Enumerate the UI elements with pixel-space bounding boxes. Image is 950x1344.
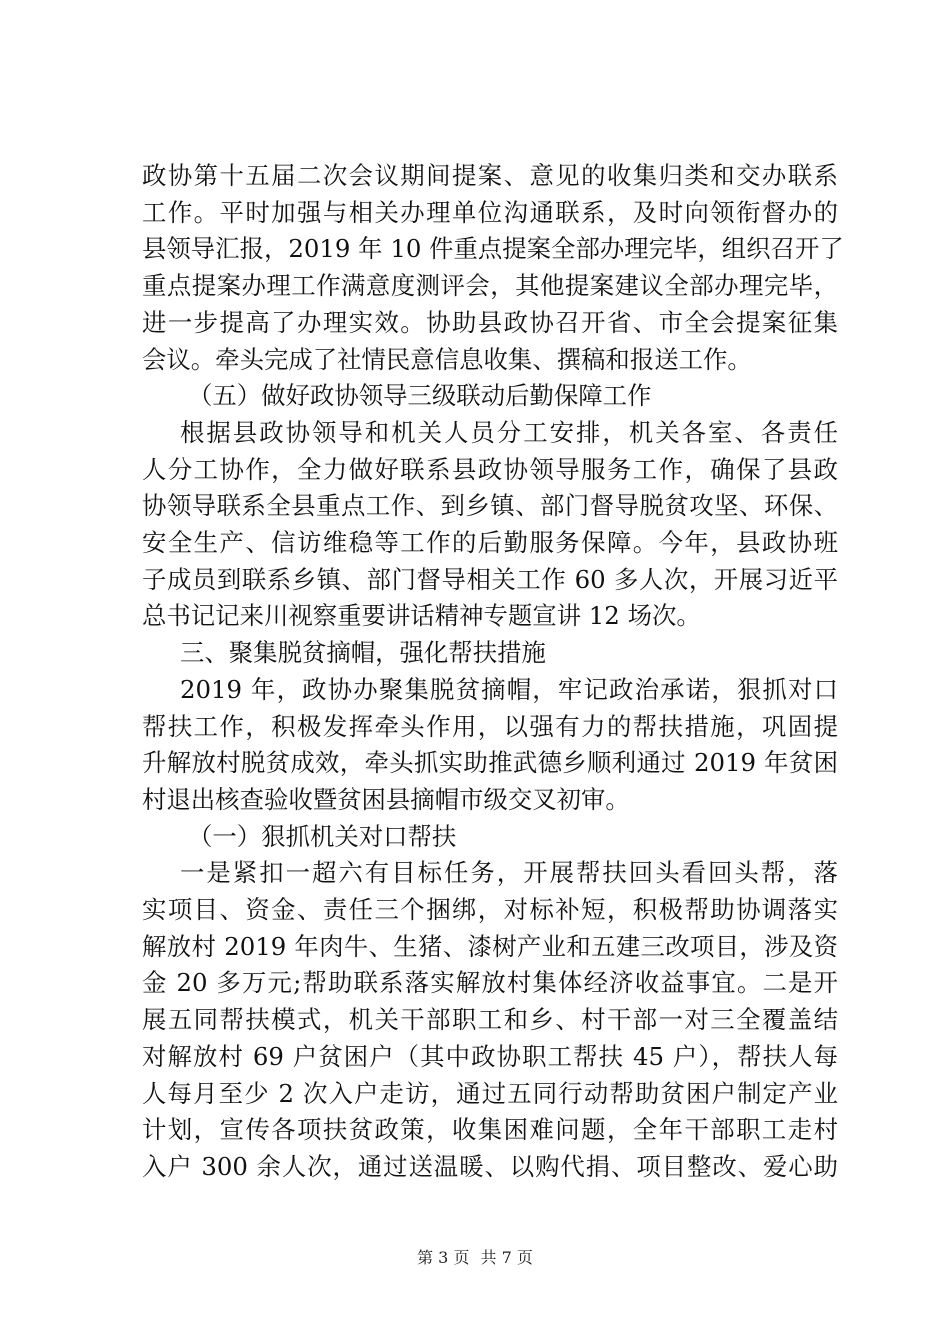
body-text-line: 进一步提高了办理实效。协助县政协召开省、市全会提案征集	[142, 308, 838, 337]
body-text-line: 工作。平时加强与相关办理单位沟通联系，及时向领衔督办的	[142, 198, 838, 227]
section-heading: （五）做好政协领导三级联动后勤保障工作	[188, 381, 652, 410]
body-text-line: 重点提案办理工作满意度测评会，其他提案建议全部办理完毕，	[142, 271, 838, 300]
body-text-line: 人每月至少 2 次入户走访，通过五同行动帮助贫困户制定产业	[142, 1079, 838, 1108]
paragraph-first-line: 根据县政协领导和机关人员分工安排，机关各室、各责任	[180, 418, 838, 447]
body-text-line: 政协第十五届二次会议期间提案、意见的收集归类和交办联系	[142, 161, 838, 190]
page-total: 共 7 页	[480, 1248, 533, 1267]
body-text-line: 解放村 2019 年肉牛、生猪、漆树产业和五建三改项目，涉及资	[142, 932, 838, 961]
paragraph-first-line: 2019 年，政协办聚集脱贫摘帽，牢记政治承诺，狠抓对口	[180, 675, 838, 704]
page-number: 第 3 页	[417, 1248, 470, 1267]
body-text-line: 总书记记来川视察重要讲话精神专题宣讲 12 场次。	[142, 601, 701, 630]
body-text-line: 升解放村脱贫成效，牵头抓实助推武德乡顺利通过 2019 年贫困	[142, 748, 838, 777]
body-text-line: 协领导联系全县重点工作、到乡镇、部门督导脱贫攻坚、环保、	[142, 491, 838, 520]
body-text-line: 计划，宣传各项扶贫政策，收集困难问题，全年干部职工走村	[142, 1115, 838, 1144]
page-footer	[0, 1248, 950, 1268]
body-text-line: 展五同帮扶模式，机关干部职工和乡、村干部一对三全覆盖结	[142, 1005, 838, 1034]
body-text-line: 安全生产、信访维稳等工作的后勤服务保障。今年，县政协班	[142, 528, 838, 557]
body-text-line: 对解放村 69 户贫困户（其中政协职工帮扶 45 户），帮扶人每	[142, 1042, 838, 1071]
body-text-line: 实项目、资金、责任三个捆绑，对标补短，积极帮助协调落实	[142, 895, 838, 924]
paragraph-first-line: 一是紧扣一超六有目标任务，开展帮扶回头看回头帮，落	[180, 858, 838, 887]
section-heading: （一）狠抓机关对口帮扶	[188, 822, 457, 851]
body-text-line: 入户 300 余人次，通过送温暖、以购代捐、项目整改、爱心助	[142, 1152, 838, 1181]
body-text-line: 县领导汇报，2019 年 10 件重点提案全部办理完毕，组织召开了	[142, 234, 844, 263]
body-text-line: 子成员到联系乡镇、部门督导相关工作 60 多人次，开展习近平	[142, 565, 838, 594]
section-heading: 三、聚集脱贫摘帽，强化帮扶措施	[180, 638, 546, 667]
body-text-line: 会议。牵头完成了社情民意信息收集、撰稿和报送工作。	[142, 345, 752, 374]
body-text-line: 帮扶工作，积极发挥牵头作用，以强有力的帮扶措施，巩固提	[142, 712, 838, 741]
body-text-line: 金 20 多万元;帮助联系落实解放村集体经济收益事宜。二是开	[142, 968, 838, 997]
body-text-line: 村退出核查验收暨贫困县摘帽市级交叉初审。	[142, 785, 630, 814]
body-text-line: 人分工协作，全力做好联系县政协领导服务工作，确保了县政	[142, 455, 838, 484]
